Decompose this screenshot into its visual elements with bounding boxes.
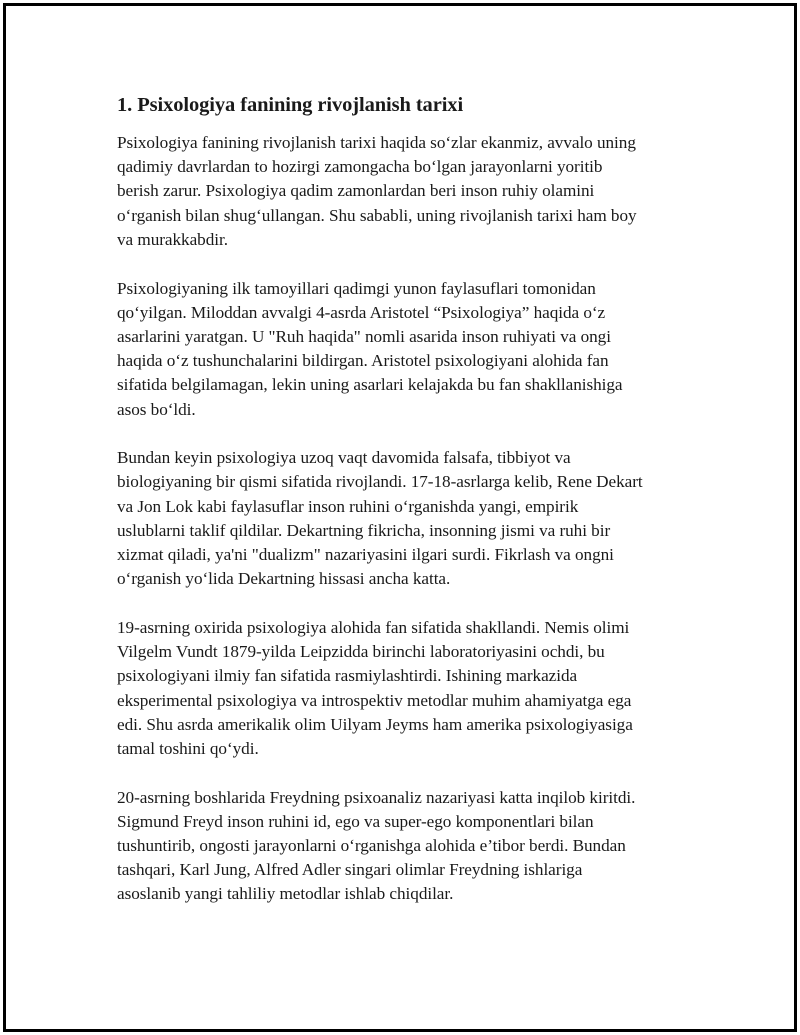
paragraph-line: asos bo‘ldi. (117, 399, 196, 419)
paragraph-4 (117, 616, 691, 761)
paragraph-line: 20-asrning boshlarida Freydning psixoanaliz nazariyasi katta inqilob kiritdi. (117, 787, 636, 807)
paragraph-line: tushuntirib, ongosti jarayonlarni o‘rganishga alohida e’tibor berdi. Bundan (117, 836, 626, 856)
paragraph-line: eksperimental psixologiya va introspektiv metodlar muhim ahamiyatga ega (117, 690, 632, 710)
section-heading: 1. Psixologiya fanining rivojlanish tarixi (117, 94, 464, 116)
paragraph-line: o‘rganish yo‘lida Dekartning hissasi ancha katta. (117, 569, 451, 589)
paragraph-line: berish zarur. Psixologiya qadim zamonlardan beri inson ruhiy olamini (117, 181, 595, 201)
paragraph-1 (117, 131, 691, 252)
paragraph-line: Bundan keyin psixologiya uzoq vaqt davomida falsafa, tibbiyot va (117, 448, 571, 468)
paragraph-line: psixologiyani ilmiy fan sifatida rasmiylashtirdi. Ishining markazida (117, 666, 578, 686)
paragraph-line: o‘rganish bilan shug‘ullangan. Shu sababli, uning rivojlanish tarixi ham boy (117, 205, 637, 225)
paragraph-line: va murakkabdir. (117, 229, 228, 249)
paragraph-line: edi. Shu asrda amerikalik olim Uilyam Jeyms ham amerika psixologiyasiga (117, 714, 633, 734)
paragraph-line: xizmat qiladi, ya'ni "dualizm" nazariyasini ilgari surdi. Fikrlash va ongni (117, 545, 614, 565)
paragraph-line: 19-asrning oxirida psixologiya alohida fan sifatida shakllandi. Nemis olimi (117, 617, 630, 637)
document-body (117, 92, 691, 931)
paragraph-line: tashqari, Karl Jung, Alfred Adler singari olimlar Freydning ishlariga (117, 860, 583, 880)
paragraph-line: biologiyaning bir qismi sifatida rivojlandi. 17-18-asrlarga kelib, Rene Dekart (117, 472, 643, 492)
paragraph-5 (117, 786, 691, 907)
paragraph-line: Vilgelm Vundt 1879-yilda Leipzidda birinchi laboratoriyasini ochdi, bu (117, 642, 605, 662)
paragraph-line: Psixologiyaning ilk tamoyillari qadimgi yunon faylasuflari tomonidan (117, 278, 596, 298)
paragraph-3 (117, 446, 691, 591)
paragraph-line: qadimiy davrlardan to hozirgi zamongacha bo‘lgan jarayonlarni yoritib (117, 157, 603, 177)
paragraph-line: uslublarni taklif qildilar. Dekartning fikricha, insonning jismi va ruhi bir (117, 520, 611, 540)
paragraph-line: va Jon Lok kabi faylasuflar inson ruhini o‘rganishda yangi, empirik (117, 496, 579, 516)
paragraph-2 (117, 277, 691, 422)
paragraph-line: Sigmund Freyd inson ruhini id, ego va super-ego komponentlari bilan (117, 811, 594, 831)
paragraph-line: haqida o‘z tushunchalarini bildirgan. Aristotel psixologiyani alohida fan (117, 351, 609, 371)
paragraph-line: asarlarini yaratgan. U "Ruh haqida" nomli asarida inson ruhiyati va ongi (117, 326, 611, 346)
paragraph-line: tamal toshini qo‘ydi. (117, 738, 259, 758)
paragraph-line: qo‘yilgan. Miloddan avvalgi 4-asrda Aristotel “Psixologiya” haqida o‘z (117, 302, 606, 322)
paragraph-line: Psixologiya fanining rivojlanish tarixi haqida so‘zlar ekanmiz, avvalo uning (117, 133, 636, 152)
paragraph-line: asoslanib yangi tahliliy metodlar ishlab chiqdilar. (117, 884, 454, 904)
paragraph-line: sifatida belgilamagan, lekin uning asarlari kelajakda bu fan shakllanishiga (117, 375, 623, 395)
